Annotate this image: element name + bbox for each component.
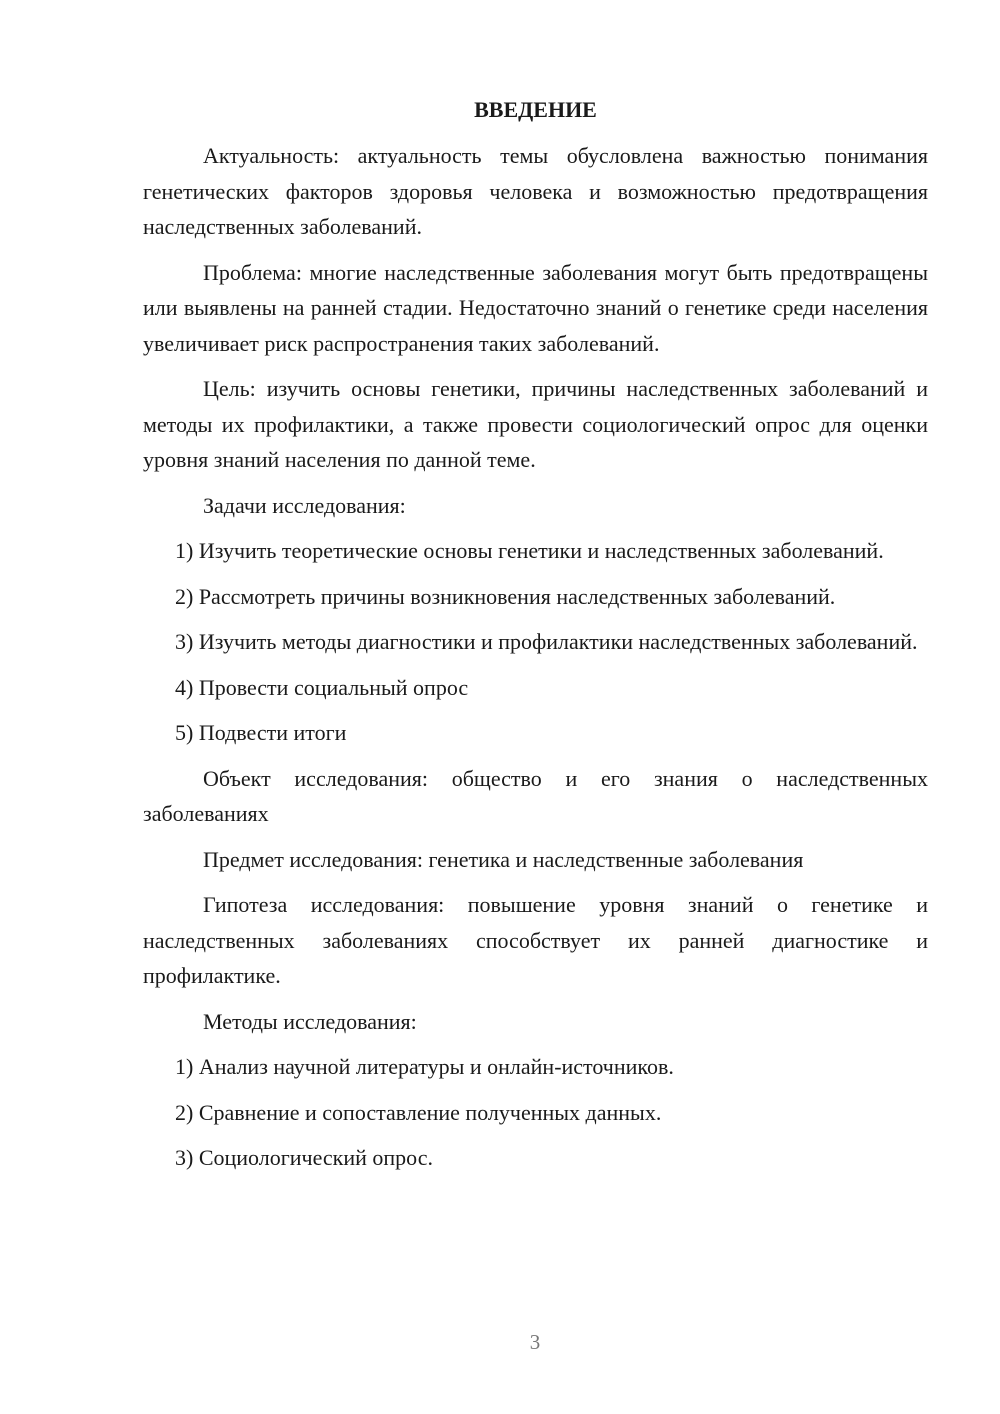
object-paragraph: Объект исследования: общество и его знания о наследственных заболеваниях [143, 765, 928, 826]
method-item: 1) Анализ научной литературы и онлайн-источников. [175, 1054, 674, 1079]
page-number: 3 [529, 1330, 541, 1354]
problem-paragraph: Проблема: многие наследственные заболевания могут быть предотвращены или выявлены на ранней стадии. Недостаточно знаний о генетике среди населения увеличивает риск распространения таких заболеваний. [143, 259, 928, 356]
task-item: 2) Рассмотреть причины возникновения наследственных заболеваний. [175, 583, 836, 609]
relevance-paragraph: Актуальность: актуальность темы обусловлена важностью понимания генетических факторов здоровья человека и возможностью предотвращения наследственных заболеваний. [143, 143, 928, 239]
goal-paragraph: Цель: изучить основы генетики, причины наследственных заболеваний и методы их профилактики, а также провести социологический опрос для оценки уровня знаний населения по данной теме. [143, 376, 928, 472]
hypothesis-paragraph: Гипотеза исследования: повышение уровня знаний о генетике и наследственных заболеваниях способствует их ранней диагностике и профилактике. [143, 892, 928, 988]
task-item: 4) Провести социальный опрос [175, 674, 469, 700]
page-title: ВВЕДЕНИЕ [474, 97, 597, 122]
task-item: 5) Подвести итоги [175, 720, 347, 745]
task-item: 1) Изучить теоретические основы генетики и наследственных заболеваний. [175, 538, 884, 563]
method-item: 3) Социологический опрос. [175, 1145, 433, 1170]
methods-heading: Методы исследования: [203, 1008, 417, 1034]
page-content [143, 92, 928, 1186]
task-item: 3) Изучить методы диагностики и профилактики наследственных заболеваний. [175, 629, 918, 654]
method-item: 2) Сравнение и сопоставление полученных данных. [175, 1099, 662, 1125]
tasks-heading: Задачи исследования: [203, 492, 406, 518]
subject-paragraph: Предмет исследования: генетика и наследственные заболевания [203, 846, 804, 872]
